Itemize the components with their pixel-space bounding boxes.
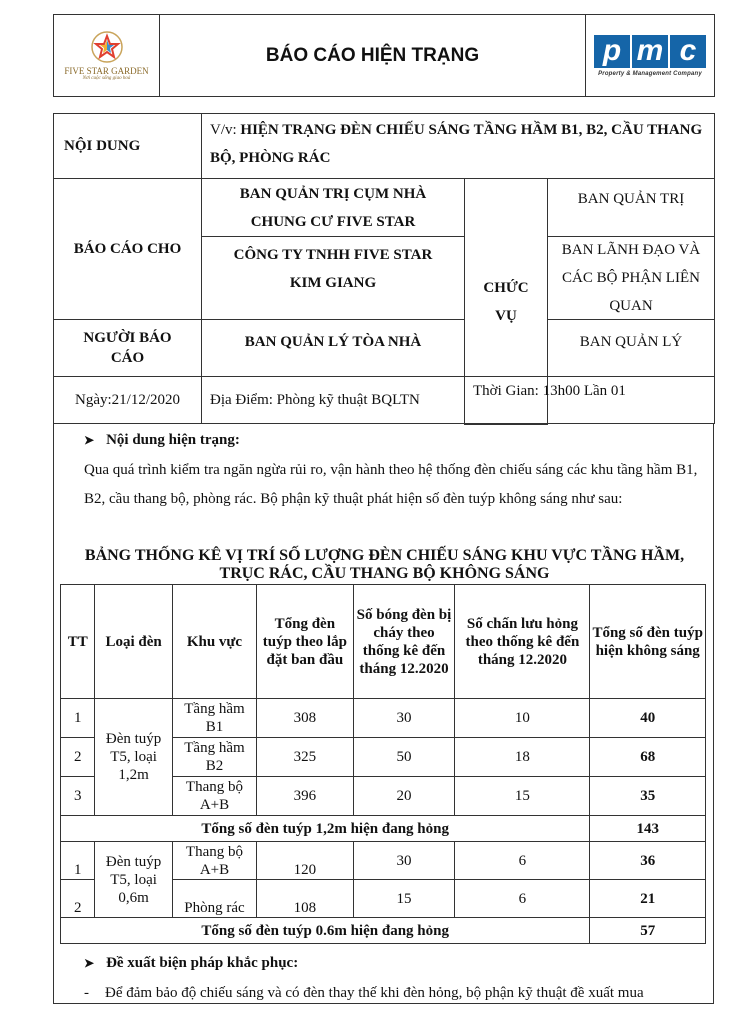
cell-installed: 308 xyxy=(257,699,353,738)
cell-lamp-type: Đèn tuýp T5, loại 0,6m xyxy=(95,842,172,918)
cell-ballast: 6 xyxy=(455,842,590,880)
section1-paragraph: Qua quá trình kiểm tra ngăn ngừa rủi ro, vận hành theo hệ thống đèn chiếu sáng các khu tầng hầm B1, B2, cầu thang bộ, phòng rác. Bộ phận kỹ thuật phát hiện số đèn tuýp không sáng như sau: xyxy=(84,462,698,507)
report-body xyxy=(53,424,714,1004)
logo-brand: FIVE STAR GARDEN xyxy=(64,66,149,76)
table-title-line2: TRỤC RÁC, CẦU THANG BỘ KHÔNG SÁNG xyxy=(219,565,550,582)
subtotal-label: Tổng số đèn tuýp 0.6m hiện đang hỏng xyxy=(61,918,590,944)
cell-ballast: 10 xyxy=(455,699,590,738)
dash-bullet: - xyxy=(84,985,89,1001)
position-2: BAN LÃNH ĐẠO VÀ CÁC BỘ PHẬN LIÊN QUAN xyxy=(547,236,715,320)
subtotal-row xyxy=(61,816,706,842)
cell-total: 36 xyxy=(590,842,706,880)
noi-dung-label: NỘI DUNG xyxy=(53,113,202,179)
section2-bullet xyxy=(84,979,709,1008)
col-total: Tổng số đèn tuýp hiện không sáng xyxy=(590,585,706,699)
pmc-letter-c: c xyxy=(670,35,706,68)
cell-area: Tầng hầm B1 xyxy=(172,699,256,738)
cell-burnt: 15 xyxy=(353,880,455,918)
report-location: Địa Điểm: Phòng kỹ thuật BQLTN xyxy=(201,376,465,424)
section2-text: Để đảm bảo độ chiếu sáng và có đèn thay thế khi đèn hỏng, bộ phận kỹ thuật đề xuất mua xyxy=(105,985,644,1001)
pmc-letter-p: p xyxy=(594,35,630,68)
cell-burnt: 50 xyxy=(353,738,455,777)
report-header xyxy=(53,14,715,97)
subtotal-label: Tổng số đèn tuýp 1,2m hiện đang hỏng xyxy=(61,816,590,842)
chuc-vu-label: CHỨC VỤ xyxy=(464,178,548,425)
table-title-line1: BẢNG THỐNG KÊ VỊ TRÍ SỐ LƯỢNG ĐÈN CHIẾU SÁNG KHU VỰC TẦNG HẦM, xyxy=(84,547,685,564)
col-lamp-type: Loại đèn xyxy=(95,585,172,699)
bao-cao-cho-label: BÁO CÁO CHO xyxy=(53,178,202,320)
cell-tt: 1 xyxy=(61,842,95,880)
cell-total: 68 xyxy=(590,738,706,777)
cell-area: Thang bộ A+B xyxy=(172,777,256,816)
cell-lamp-type: Đèn tuýp T5, loại 1,2m xyxy=(95,699,172,816)
col-installed: Tổng đèn tuýp theo lắp đặt ban đầu xyxy=(257,585,353,699)
pmc-letter-m: m xyxy=(632,35,668,68)
logo-tagline: Nơi cuộc sống giao hoà xyxy=(82,76,131,81)
noi-dung-value xyxy=(201,113,715,179)
recipient-1: BAN QUẢN TRỊ CỤM NHÀ CHUNG CƯ FIVE STAR xyxy=(201,178,465,237)
position-1: BAN QUẢN TRỊ xyxy=(547,178,715,237)
cell-tt: 2 xyxy=(61,738,95,777)
arrow-bullet-icon: ➤ xyxy=(84,956,95,970)
lighting-status-table xyxy=(60,584,706,944)
info-table xyxy=(53,113,715,424)
arrow-bullet-icon: ➤ xyxy=(84,433,95,447)
cell-area: Tầng hầm B2 xyxy=(172,738,256,777)
cell-tt: 1 xyxy=(61,699,95,738)
nguoi-bao-cao-label: NGƯỜI BÁO CÁO xyxy=(53,319,202,377)
cell-total: 35 xyxy=(590,777,706,816)
table-row xyxy=(61,842,706,880)
table-row xyxy=(61,699,706,738)
cell-ballast: 6 xyxy=(455,880,590,918)
col-area: Khu vực xyxy=(172,585,256,699)
table-header-row xyxy=(61,585,706,699)
star-logo-icon xyxy=(90,30,124,64)
report-time: Thời Gian: 13h00 Lần 01 xyxy=(464,376,715,424)
cell-installed: 108 xyxy=(257,880,353,918)
report-date: Ngày:21/12/2020 xyxy=(53,376,202,424)
cell-total: 40 xyxy=(590,699,706,738)
section1-heading: Nội dung hiện trạng: xyxy=(106,432,240,448)
subtotal-row xyxy=(61,918,706,944)
reporter: BAN QUẢN LÝ TÒA NHÀ xyxy=(201,319,465,377)
cell-ballast: 15 xyxy=(455,777,590,816)
cell-installed: 325 xyxy=(257,738,353,777)
noi-dung-prefix: V/v: xyxy=(210,122,241,138)
col-burnt: Số bóng đèn bị cháy theo thống kê đến tháng 12.2020 xyxy=(353,585,455,699)
col-ballast: Số chấn lưu hỏng theo thống kê đến tháng 12.2020 xyxy=(455,585,590,699)
cell-tt: 2 xyxy=(61,880,95,918)
subtotal-value: 57 xyxy=(590,918,706,944)
pmc-subtitle: Property & Management Company xyxy=(598,70,702,77)
recipient-2: CÔNG TY TNHH FIVE STAR KIM GIANG xyxy=(201,236,465,320)
cell-area: Phòng rác xyxy=(172,880,256,918)
section-remedy xyxy=(84,955,298,972)
cell-ballast: 18 xyxy=(455,738,590,777)
section2-heading: Đề xuất biện pháp khắc phục: xyxy=(106,955,299,971)
cell-total: 21 xyxy=(590,880,706,918)
col-tt: TT xyxy=(61,585,95,699)
table-title xyxy=(54,547,715,583)
cell-burnt: 20 xyxy=(353,777,455,816)
cell-installed: 396 xyxy=(257,777,353,816)
page-title: BÁO CÁO HIỆN TRẠNG xyxy=(160,15,586,96)
cell-tt: 3 xyxy=(61,777,95,816)
section-current-status xyxy=(84,432,240,449)
noi-dung-subject: HIỆN TRẠNG ĐÈN CHIẾU SÁNG TẦNG HẦM B1, B2, CẦU THANG BỘ, PHÒNG RÁC xyxy=(210,122,703,166)
cell-area: Thang bộ A+B xyxy=(172,842,256,880)
subtotal-value: 143 xyxy=(590,816,706,842)
five-star-garden-logo xyxy=(54,15,160,96)
cell-burnt: 30 xyxy=(353,699,455,738)
pmc-logo xyxy=(586,15,714,96)
position-3: BAN QUẢN LÝ xyxy=(547,319,715,377)
cell-burnt: 30 xyxy=(353,842,455,880)
cell-installed: 120 xyxy=(257,842,353,880)
